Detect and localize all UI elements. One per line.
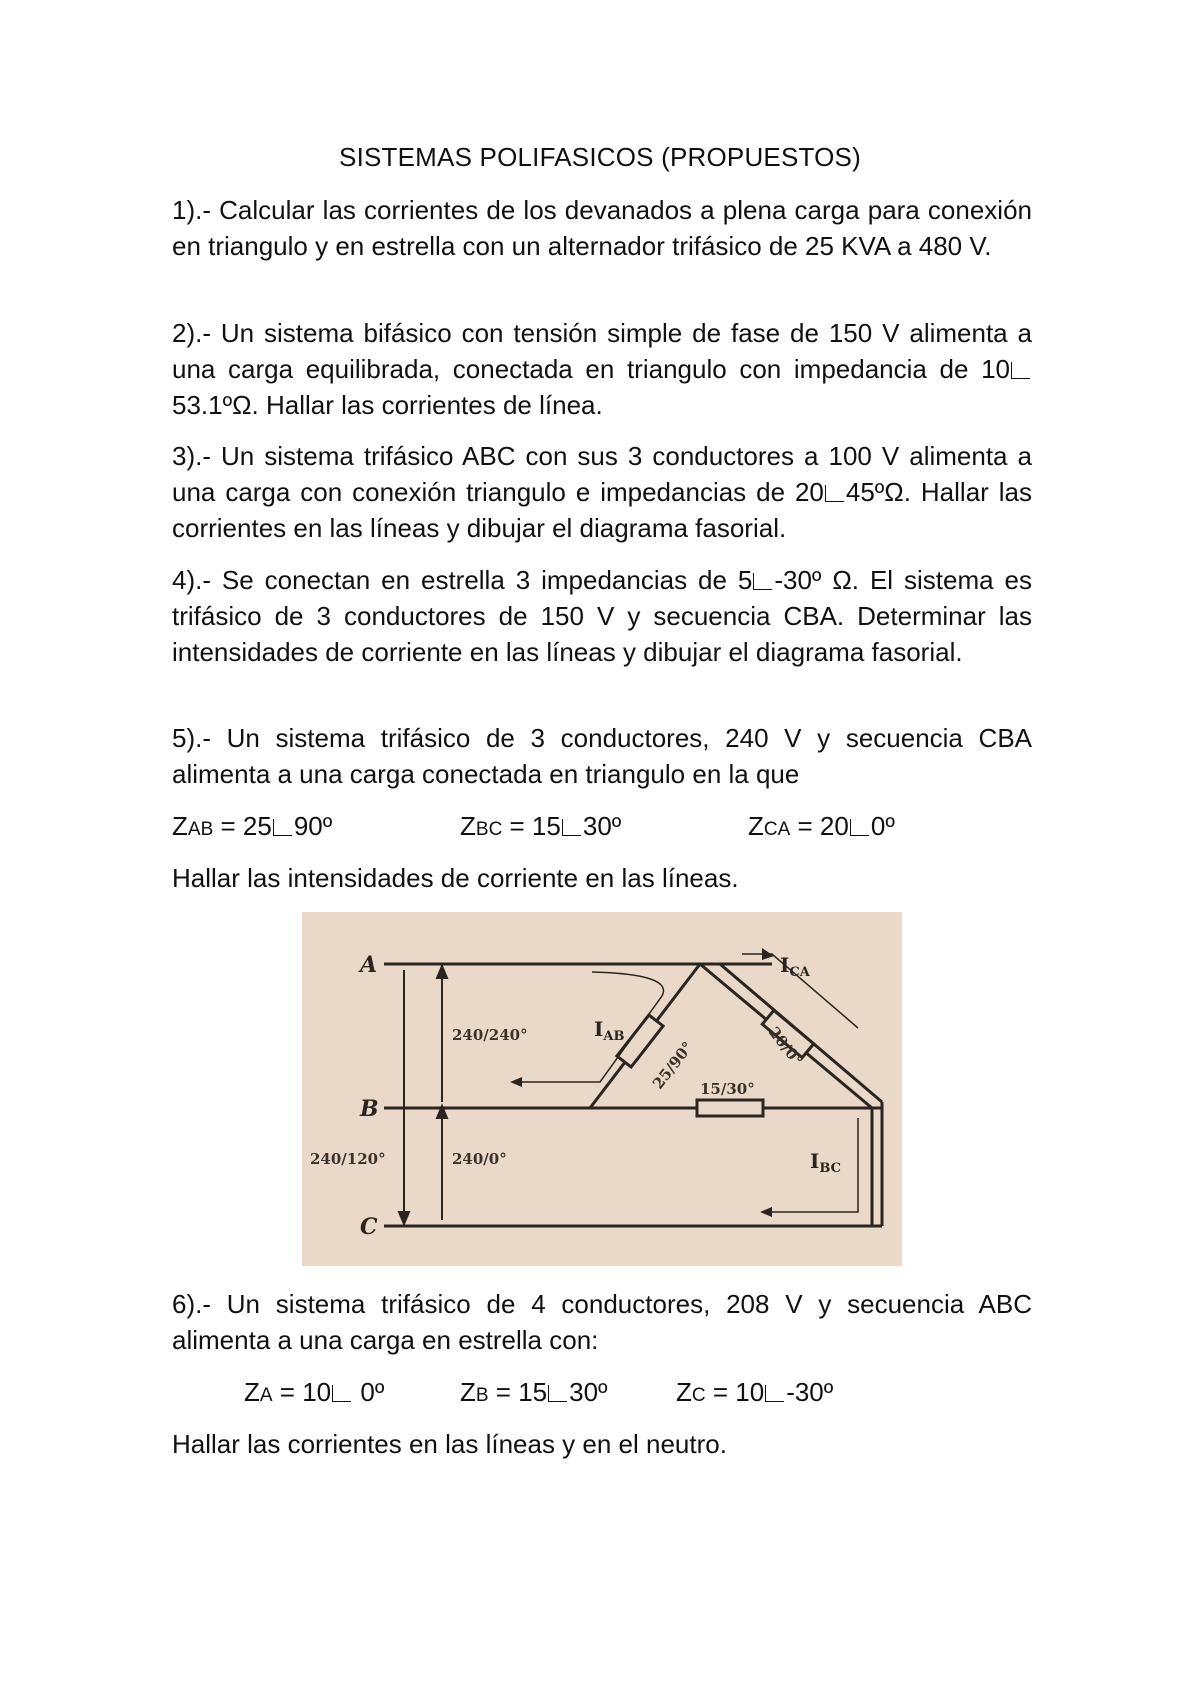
current-ica-label: $I_{CA}$ [780,953,810,980]
angle-symbol [562,819,581,836]
angle-symbol [825,485,844,502]
angle-symbol [548,1385,567,1402]
node-c-label: C [360,1214,378,1240]
problem-2 [172,315,1032,423]
problem-3-angle: 45ºΩ. [845,477,911,507]
arrowhead [510,1077,522,1087]
voltage-bc-label: 240/0° [452,1150,507,1168]
angle-symbol [332,1385,351,1402]
angle-symbol [850,819,869,836]
voltage-ab-label: 240/240° [452,1026,528,1044]
problem-3-end: Hallar las corrientes en las líneas y dibujar el diagrama fasorial. [172,477,1032,543]
impedance-zca-value: 20/0° [764,1023,807,1070]
impedance-zca: ZCA = 20 0º [748,811,895,841]
problem-4-end: El sistema es trifásico de 3 conductores de 150 V y secuencia CBA. Determinar las intensidades de corriente en las líneas y dibujar el diagrama fasorial. [172,565,1032,667]
problem-4 [172,562,1032,670]
node-b-label: B [360,1096,379,1122]
problem-4-angle: -30º Ω. [774,565,860,595]
angle-symbol [1011,362,1030,379]
impedance-zc: ZC = 10 -30º [676,1377,834,1407]
impedance-zbc: ZBC = 15 30º [460,811,622,841]
arrowhead [399,1212,409,1224]
impedance-zbc-value: 15/30° [700,1080,755,1098]
impedance-za: ZA = 10 0º [244,1377,385,1407]
problem-1: 1).- Calcular las corrientes de los devanados a plena carga para conexión en triangulo y en estrella con un alternador trifásico de 25 KVA a 480 V. [172,195,1032,261]
delta-circuit-figure [302,912,902,1266]
problem-2-angle: 53.1º [172,390,233,420]
arrowhead [760,1207,772,1217]
problem-2-end: Ω. Hallar las corrientes de línea. [232,390,603,420]
impedance-zbc [697,1100,763,1116]
problem-6: 6).- Un sistema trifásico de 4 conductores, 208 V y secuencia ABC alimenta a una carga en estrella con: [172,1289,1032,1355]
problem-6-question: Hallar las corrientes en las líneas y en el neutro. [172,1429,727,1459]
angle-symbol [273,819,292,836]
problem-5-question: Hallar las intensidades de corriente en las líneas. [172,863,739,893]
document-title: SISTEMAS POLIFASICOS (PROPUESTOS) [339,142,861,172]
node-a-label: A [360,952,378,978]
problem-3 [172,438,1032,546]
arrowhead [437,966,447,978]
voltage-ca-label: 240/120° [310,1150,386,1168]
problem-5: 5).- Un sistema trifásico de 3 conductores, 240 V y secuencia CBA alimenta a una carga conectada en triangulo en la que [172,723,1032,789]
impedance-zab-value: 25/90° [648,1038,697,1093]
delta-circuit-diagram [302,912,902,1266]
current-ibc-label: $I_{BC}$ [810,1149,841,1176]
problem-3-text: 3).- Un sistema trifásico ABC con sus 3 conductores a 100 V alimenta a una carga con conexión triangulo e impedancias de 20 [172,441,1032,507]
angle-symbol [765,1385,784,1402]
angle-symbol [753,573,772,590]
problem-2-text: 2).- Un sistema bifásico con tensión simple de fase de 150 V alimenta a una carga equilibrada, conectada en triangulo con impedancia de 10 [172,318,1032,384]
current-iab-label: $I_{AB}$ [594,1017,625,1044]
problem-4-text: 4).- Se conectan en estrella 3 impedancias de 5 [172,565,753,595]
impedance-zb: ZB = 15 30º [460,1377,608,1407]
impedance-zab: ZAB = 25 90º [172,811,333,841]
